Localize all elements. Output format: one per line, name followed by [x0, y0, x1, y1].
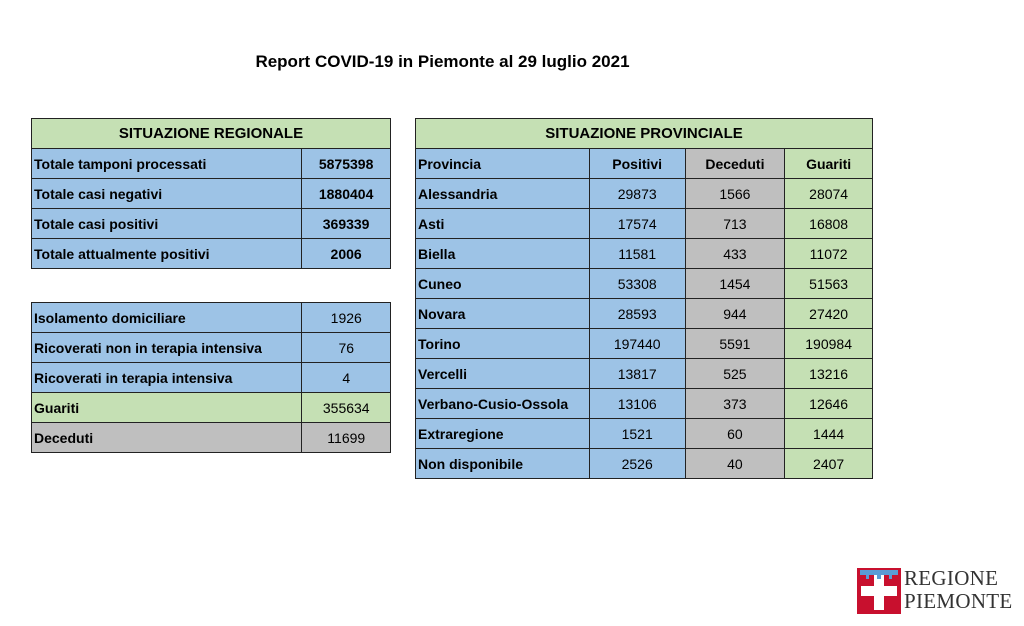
guariti-cell: 1444	[785, 419, 873, 449]
guariti-cell: 28074	[785, 179, 873, 209]
guariti-cell: 2407	[785, 449, 873, 479]
deceduti-cell: 1454	[685, 269, 785, 299]
table-row	[416, 269, 873, 299]
table-row	[416, 299, 873, 329]
row-value: 369339	[302, 209, 391, 239]
provincia-cell: Torino	[416, 329, 590, 359]
column-header: Guariti	[785, 149, 873, 179]
positivi-cell: 29873	[589, 179, 685, 209]
row-label: Totale casi positivi	[32, 209, 302, 239]
provincial-header: SITUAZIONE PROVINCIALE	[416, 119, 873, 149]
table-row	[32, 239, 391, 269]
report-title: Report COVID-19 in Piemonte al 29 luglio 2021	[255, 52, 630, 71]
deceduti-cell: 40	[685, 449, 785, 479]
provincia-cell: Biella	[416, 239, 590, 269]
deceduti-cell: 433	[685, 239, 785, 269]
table-row	[416, 359, 873, 389]
table-row	[416, 419, 873, 449]
row-value: 11699	[302, 423, 391, 453]
logo-line-1: REGIONE	[904, 566, 999, 590]
positivi-cell: 28593	[589, 299, 685, 329]
positivi-cell: 11581	[589, 239, 685, 269]
positivi-cell: 197440	[589, 329, 685, 359]
positivi-cell: 53308	[589, 269, 685, 299]
deceduti-cell: 1566	[685, 179, 785, 209]
deceduti-cell: 525	[685, 359, 785, 389]
column-header: Deceduti	[685, 149, 785, 179]
row-value: 2006	[302, 239, 391, 269]
deceduti-cell: 713	[685, 209, 785, 239]
provincia-cell: Vercelli	[416, 359, 590, 389]
deceduti-cell: 373	[685, 389, 785, 419]
guariti-cell: 190984	[785, 329, 873, 359]
table-row	[416, 209, 873, 239]
provincia-cell: Extraregione	[416, 419, 590, 449]
column-header: Provincia	[416, 149, 590, 179]
regional-summary-table	[31, 118, 391, 269]
provincia-cell: Cuneo	[416, 269, 590, 299]
table-row	[416, 329, 873, 359]
provincia-cell: Alessandria	[416, 179, 590, 209]
table-row	[32, 333, 391, 363]
provincial-table	[415, 118, 873, 479]
positivi-cell: 2526	[589, 449, 685, 479]
guariti-cell: 51563	[785, 269, 873, 299]
table-row	[32, 179, 391, 209]
row-value: 1926	[302, 303, 391, 333]
table-row	[32, 149, 391, 179]
provincia-cell: Verbano-Cusio-Ossola	[416, 389, 590, 419]
guariti-cell: 11072	[785, 239, 873, 269]
positivi-cell: 17574	[589, 209, 685, 239]
positivi-cell: 1521	[589, 419, 685, 449]
row-value: 76	[302, 333, 391, 363]
column-header: Positivi	[589, 149, 685, 179]
row-label: Isolamento domiciliare	[32, 303, 302, 333]
provincia-cell: Asti	[416, 209, 590, 239]
row-label: Ricoverati non in terapia intensiva	[32, 333, 302, 363]
table-row	[416, 389, 873, 419]
regione-piemonte-logo	[857, 567, 1017, 615]
table-row	[32, 423, 391, 453]
logo-line-2: PIEMONTE	[904, 589, 1013, 613]
row-label: Ricoverati in terapia intensiva	[32, 363, 302, 393]
row-label: Guariti	[32, 393, 302, 423]
guariti-cell: 12646	[785, 389, 873, 419]
deceduti-cell: 5591	[685, 329, 785, 359]
positivi-cell: 13817	[589, 359, 685, 389]
row-label: Totale tamponi processati	[32, 149, 302, 179]
table-header-row	[416, 149, 873, 179]
deceduti-cell: 944	[685, 299, 785, 329]
row-label: Totale casi negativi	[32, 179, 302, 209]
table-row	[32, 209, 391, 239]
row-value: 1880404	[302, 179, 391, 209]
guariti-cell: 16808	[785, 209, 873, 239]
deceduti-cell: 60	[685, 419, 785, 449]
logo-text	[904, 567, 1013, 613]
regione-piemonte-logo-icon	[857, 568, 901, 614]
table-row	[32, 363, 391, 393]
guariti-cell: 13216	[785, 359, 873, 389]
table-row	[416, 179, 873, 209]
row-label: Deceduti	[32, 423, 302, 453]
row-label: Totale attualmente positivi	[32, 239, 302, 269]
guariti-cell: 27420	[785, 299, 873, 329]
row-value: 5875398	[302, 149, 391, 179]
regional-header: SITUAZIONE REGIONALE	[32, 119, 391, 149]
provincia-cell: Novara	[416, 299, 590, 329]
table-row	[32, 393, 391, 423]
table-row	[416, 239, 873, 269]
row-value: 4	[302, 363, 391, 393]
table-row	[416, 449, 873, 479]
regional-detail-table	[31, 302, 391, 453]
table-row	[32, 303, 391, 333]
provincia-cell: Non disponibile	[416, 449, 590, 479]
row-value: 355634	[302, 393, 391, 423]
positivi-cell: 13106	[589, 389, 685, 419]
